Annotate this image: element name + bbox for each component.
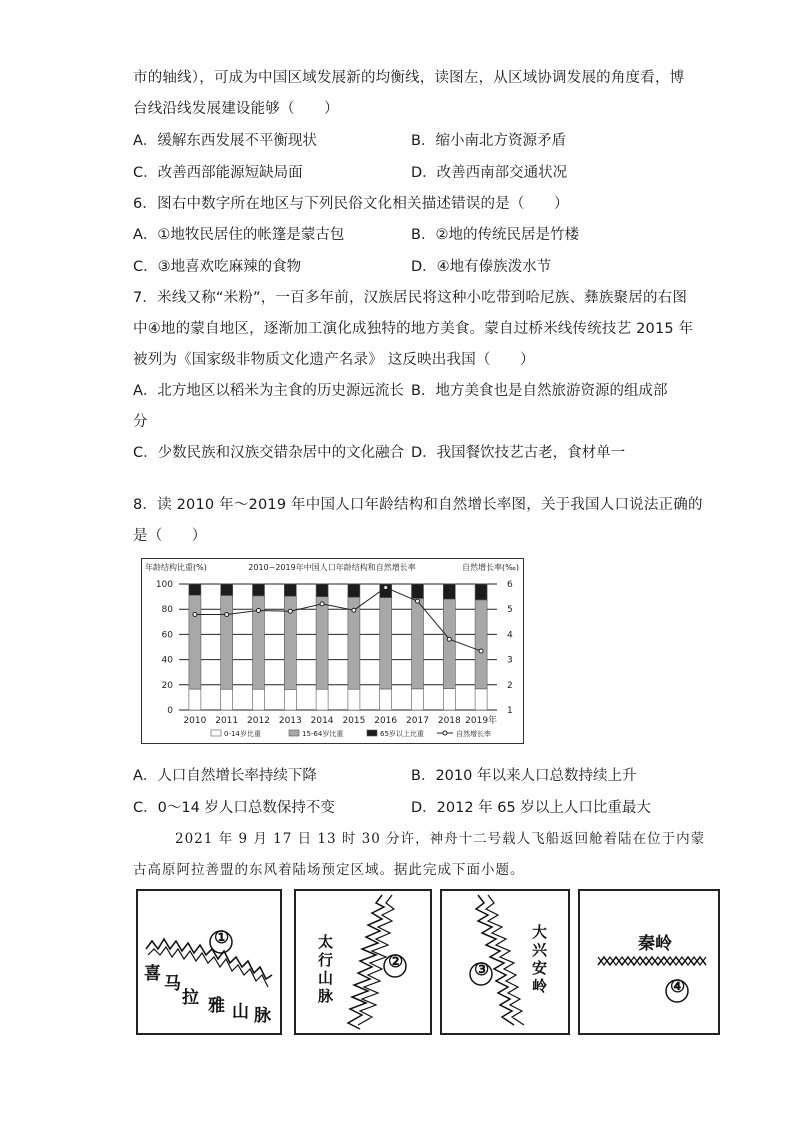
chart-legend-label: 自然增长率 [456,730,491,738]
chart-ytick-left: 60 [161,630,173,641]
q8-option-d[interactable]: D．2012 年 65 岁以上人口比重最大 [411,800,651,816]
chart-ytick-left: 20 [161,680,173,691]
chart-rate-point [447,637,451,641]
map-taihang [294,889,432,1035]
map3-char-2: 兴 [532,941,548,959]
chart-ytick-right: 5 [507,605,513,616]
population-chart-svg [141,558,524,744]
chart-ytick-left: 40 [161,655,173,666]
map2-char-3: 山 [318,969,334,987]
population-chart [141,558,524,744]
map1-char-3: 拉 [182,988,199,1008]
map2-number: ② [388,952,404,972]
chart-legend-label: 0-14岁比重 [224,730,261,738]
map1-char-5: 山 [232,1002,249,1022]
chart-bar-0-14岁比重 [221,689,233,710]
chart-xtick: 2013 [278,716,302,726]
chart-bar-0-14岁比重 [443,689,455,710]
map4-label: 秦岭 [638,934,672,954]
q5-stem-line2: 台线沿线发展建设能够（ ） [133,101,339,117]
q7-option-b-wrap[interactable]: 分 [133,414,148,430]
chart-xtick: 2012 [247,716,270,726]
chart-ytick-right: 4 [507,630,513,641]
map1-char-2: 马 [164,974,181,994]
chart-bar-65岁以上比重 [348,584,360,597]
mountain-range-icon [442,891,568,1033]
chart-ylabel-right: 自然增长率(‰) [462,563,519,572]
chart-ytick-left: 80 [161,605,173,616]
chart-legend-marker [443,731,447,735]
q7-stem-line3: 被列为《国家级非物质文化遗产名录》 这反映出我国（ ） [133,352,535,368]
chart-bar-15-64岁比重 [412,598,424,688]
mountain-range-icon [296,891,430,1033]
q5-option-d[interactable]: D．改善西南部交通状况 [411,165,568,181]
chart-bar-0-14岁比重 [253,689,265,710]
passage-line1: 2021 年 9 月 17 日 13 时 30 分许，神舟十二号载人飞船返回舱着陆在位于内蒙 [175,831,706,847]
q7-option-b[interactable]: B．地方美食也是自然旅游资源的组成部 [411,383,668,399]
chart-bar-65岁以上比重 [253,584,265,596]
map3-number: ③ [474,960,490,980]
q7-stem-line2: 中④地的蒙自地区，逐渐加工演化成独特的地方美食。蒙自过桥米线传统技艺 2015 年 [133,321,694,337]
map1-char-6: 脉 [254,1006,271,1026]
q7-stem-line1: 7．米线又称“米粉”，一百多年前，汉族居民将这种小吃带到哈尼族、彝族聚居的右图 [133,290,688,306]
chart-rate-point [479,649,483,653]
chart-title: 2010~2019年中国人口年龄结构和自然增长率 [248,563,416,572]
chart-bar-0-14岁比重 [316,689,328,710]
chart-ylabel-left: 年龄结构比重(%) [145,563,207,572]
chart-bar-0-14岁比重 [189,689,201,710]
chart-rate-point [384,586,388,590]
map1-char-4: 雅 [208,996,225,1016]
chart-bar-65岁以上比重 [443,584,455,599]
chart-bar-15-64岁比重 [475,600,487,689]
chart-xtick: 2011 [215,716,239,726]
chart-legend-swatch [367,730,377,736]
chart-bar-15-64岁比重 [443,599,455,689]
map3-char-3: 安 [532,959,548,977]
map1-char-1: 喜 [144,964,161,984]
chart-bar-0-14岁比重 [380,689,392,710]
chart-ytick-left: 100 [155,580,173,590]
passage-line2: 古高原阿拉善盟的东风着陆场预定区域。据此完成下面小题。 [133,862,525,878]
map2-char-4: 脉 [318,987,334,1005]
chart-ytick-right: 6 [507,580,513,590]
chart-xtick: 2018 [437,716,461,726]
q6-stem: 6．图右中数字所在地区与下列民俗文化相关描述错误的是（ ） [133,196,569,212]
map-daxinganling [440,889,570,1035]
q6-option-c[interactable]: C．③地喜欢吃麻辣的食物 [133,259,302,275]
chart-bar-15-64岁比重 [316,597,328,689]
chart-rate-point [352,608,356,612]
chart-bar-65岁以上比重 [284,584,296,596]
q5-option-a[interactable]: A．缓解东西发展不平衡现状 [133,133,317,149]
chart-rate-point [225,612,229,616]
chart-bar-65岁以上比重 [221,584,233,595]
chart-ytick-right: 1 [507,706,513,716]
chart-bar-15-64岁比重 [221,595,233,689]
map3-char-1: 大 [532,923,548,941]
map-qinling [578,889,720,1035]
chart-xtick: 2017 [406,716,429,726]
chart-legend-swatch [289,730,299,736]
map4-number: ④ [670,977,686,997]
chart-bar-65岁以上比重 [412,584,424,598]
chart-ytick-right: 2 [507,680,513,691]
chart-bar-0-14岁比重 [348,689,360,710]
chart-legend-label: 65岁以上比重 [380,730,424,738]
chart-bar-15-64岁比重 [380,598,392,689]
chart-bar-0-14岁比重 [412,689,424,710]
q5-stem-line1: 市的轴线），可成为中国区域发展新的均衡线，读图左，从区域协调发展的角度看，博 [133,70,685,86]
q7-option-d[interactable]: D．我国餐饮技艺古老，食材单一 [411,445,626,461]
chart-rate-point [257,608,261,612]
map1-number: ① [214,928,230,948]
chart-rate-point [193,612,197,616]
chart-ytick-right: 3 [507,655,513,666]
chart-xtick: 2016 [374,716,398,726]
mountain-range-icon [580,891,718,1033]
chart-bar-65岁以上比重 [316,584,328,597]
map2-char-1: 太 [318,933,334,951]
chart-bar-0-14岁比重 [475,689,487,710]
chart-xtick: 2014 [310,716,334,726]
chart-legend-swatch [211,730,221,736]
q7-option-c[interactable]: C．少数民族和汉族交错杂居中的文化融合 [133,445,405,461]
map3-char-4: 岭 [532,977,548,995]
q8-option-c[interactable]: C．0～14 岁人口总数保持不变 [133,800,335,816]
chart-bar-65岁以上比重 [189,584,201,595]
chart-rate-point [320,602,324,606]
chart-xtick: 2010 [183,716,207,726]
chart-legend-label: 15-64岁比重 [302,730,344,738]
chart-bar-65岁以上比重 [475,584,487,600]
chart-xtick: 2015 [342,716,366,726]
chart-rate-point [416,599,420,603]
map2-char-2: 行 [318,951,334,969]
q8-stem-line1: 8．读 2010 年～2019 年中国人口年龄结构和自然增长率图，关于我国人口说法正确的 [133,497,703,513]
q6-option-b[interactable]: B．②地的传统民居是竹楼 [411,227,579,243]
q8-option-b[interactable]: B．2010 年以来人口总数持续上升 [411,768,637,784]
map-himalaya [136,889,282,1035]
q8-stem-line2: 是（ ） [133,528,207,544]
q6-option-a[interactable]: A．①地牧民居住的帐篷是蒙古包 [133,227,345,243]
q5-option-b[interactable]: B．缩小南北方资源矛盾 [411,133,566,149]
q8-option-a[interactable]: A．人口自然增长率持续下降 [133,768,317,784]
q5-option-c[interactable]: C．改善西部能源短缺局面 [133,165,303,181]
chart-bar-15-64岁比重 [189,595,201,689]
chart-rate-point [288,609,292,613]
chart-bar-0-14岁比重 [284,689,296,710]
chart-ytick-left: 0 [167,706,173,716]
chart-xtick: 2019年 [465,716,498,726]
q6-option-d[interactable]: D．④地有傣族泼水节 [411,259,552,275]
q7-option-a[interactable]: A．北方地区以稻米为主食的历史源远流长 [133,383,404,399]
